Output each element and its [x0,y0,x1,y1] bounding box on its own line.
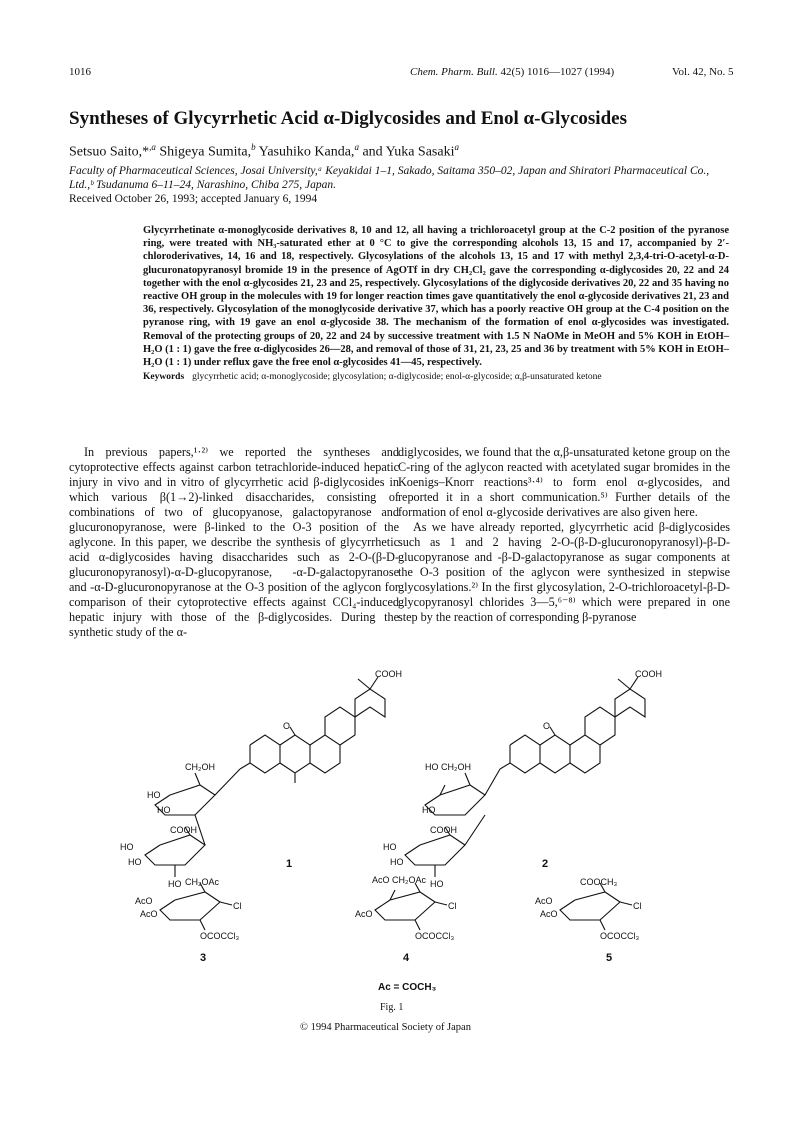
label-ococcl3: OCOCCl₃ [415,931,455,941]
label-ho: HO [120,842,134,852]
glycosyl-chloride-4 [375,883,447,930]
author-list [69,142,459,161]
galactose-ring-2 [425,769,500,815]
label-aco: AcO [355,909,373,919]
label-ho: HO [128,857,142,867]
label-cl: Cl [633,901,642,911]
author-2-affil: b [251,142,256,152]
compound-number: 1 [286,858,293,870]
body-paragraph: diglycosides, we found that the α,β-unsaturated ketone group on the C-ring of the aglycon reacted with acetylated sugar bromides in the Koenigs–Knorr reactions³·⁴⁾ to form enol α-glycosides, and reported it in a short communication.⁵⁾ Further details of the formation of enol α-glycoside derivatives are also given here. [398,445,730,519]
body-paragraph: As we have already reported, glycyrrhetic acid β-diglycosides such as 1 and 2 having 2-O-(β-D-glucuronopyranosyl)-β-D-glucopyranose and -β-D-galactopyranose as sugar components at the O-3 position of the aglycon were synthesized in stepwise glycosylations.²⁾ In the first glycosylation, 2-O-trichloroacetyl-β-D-glycopyranosyl chlorides 3—5,⁶⁻⁸⁾ which were prepared in one step by the reaction of corresponding β-pyranose [398,520,730,624]
label-ho: HO [430,879,444,889]
compound-number: 2 [542,858,549,870]
label-cl: Cl [448,901,457,911]
label-cooh: COOH [430,825,457,835]
aglycone-2 [500,677,645,773]
label-ho: HO [383,842,397,852]
author-4-affil: a [454,142,459,152]
volume-info: Vol. 42, No. 5 [672,66,734,78]
keywords-label: Keywords [143,372,185,382]
label-aco: AcO [540,909,558,919]
glycosyl-chloride-5 [560,883,632,930]
journal-name: Chem. Pharm. Bull. [410,66,498,78]
label-ococcl3: OCOCCl₃ [600,931,640,941]
journal-issue: 42(5) 1016—1027 (1994) [497,66,615,78]
label-cl: Cl [233,901,242,911]
author-1: Setsuo Saito,* [69,144,150,160]
label-cooh: COOH [375,669,402,679]
affiliations: Faculty of Pharmaceutical Sciences, Josai University,ᵃ Keyakidai 1–1, Sakado, Saitama 350–02, Japan and Shiratori Pharmaceutical Co., Ltd.,ᵇ Tsudanuma 6–11–24, Narashino, Chiba 275, Japan. [69,165,710,191]
label-aco-ch2oac: AcO CH₂OAc [372,875,426,885]
glycosyl-chloride-3 [160,883,232,930]
label-o: O [283,721,291,731]
page-number: 1016 [69,66,91,78]
compound-number: 5 [606,952,613,964]
label-ch2oh: CH₂OH [185,762,215,772]
label-cooh: COOH [170,825,197,835]
label-cooch3: COOCH₃ [580,877,618,887]
label-ho: HO [422,805,436,815]
body-paragraph: In previous papers,¹·²⁾ we reported the syntheses and cytoprotective effects against carbon tetrachloride-induced hepatic injury in vivo and in vitro of glycyrrhetic acid β-diglycosides in which various β(1→2)-linked disaccharides, consisting of combinations of two of glucopyanose, galactopyranose and glucuronopyranose, were β-linked to the O-3 position of the aglycone. In this paper, we describe the synthesis of glycyrrhetic acid α-diglycosides having disaccharides such as 2-O-(β-D-glucuronopyranosyl)-α-D-glucopyranose, -α-D-galactopyranose and -α-D-glucuronopyranose at the O-3 position of the aglycon for comparison of their cytoprotective effects against CCl₄-induced hepatic injury with those of the β-diglycosides. During the synthetic study of the α- [69,445,399,639]
author-1-affil: ,a [149,142,156,152]
label-aco: AcO [535,896,553,906]
label-ho: HO [157,805,171,815]
body-column-right [398,445,730,625]
paper-title: Syntheses of Glycyrrhetic Acid α-Diglycosides and Enol α-Glycosides [69,108,627,129]
copyright-notice: © 1994 Pharmaceutical Society of Japan [300,1022,471,1033]
author-2: Shigeya Sumita, [155,144,252,160]
figure-caption: Fig. 1 [380,1002,404,1013]
label-ho-ch2oh: HO CH₂OH [425,762,471,772]
journal-citation [410,66,614,78]
received-dates: Received October 26, 1993; accepted January 6, 1994 [69,193,318,205]
acetyl-legend: Ac = COCH₃ [378,982,437,993]
compound-number: 4 [403,952,410,964]
label-aco: AcO [140,909,158,919]
author-3: Yasuhiko Kanda, [255,144,355,160]
abstract: Glycyrrhetinate α-monoglycoside derivatives 8, 10 and 12, all having a trichloroacetyl group at the C-2 position of the pyranose ring, were treated with NH₃-saturated ether at 0 °C to give the corresponding alcohols 13, 15 and 17, accompanied by 2′-chloroderivatives, 14, 16 and 18, respectively. Glycosylations of the alcohols 13, 15 and 17 with methyl 2,3,4-tri-O-acetyl-α-D-glucuronatopyranosyl bromide 19 in the presence of AgOTf in dry CH₂Cl₂ gave the corresponding α-diglycosides 20, 22 and 24 together with the enol α-glycosides 21, 23 and 25, respectively. Glycosylations of the diglycoside derivatives 20, 22 and 35 having no reactive OH group in the molecules with 19 for longer reaction times gave quantitatively the enol α-glycoside derivatives 21, 23 and 36, respectively. Glycosylation of the monoglycoside derivative 37, which has a poorly reactive OH group at the C-4 position on the pyranose ring, with 19 gave an enol α-glycoside 38. The mechanism of the formation of enol α-glycosides was investigated. Removal of the protecting groups of 20, 22 and 24 by successive treatment with 1.5 N NaOMe in MeOH and 5% KOH in EtOH–H₂O (1 : 1) gave the free α-diglycosides 26—28, and removal of those of 31, 21, 23, 25 and 36 by treatment with 5% KOH in EtOH–H₂O (1 : 1) under reflux gave the free enol α-glycosides 41—45, respectively. [143,225,729,369]
keywords-line [143,372,743,382]
body-column-left [69,445,399,640]
label-o: O [543,721,551,731]
compound-number: 3 [200,952,207,964]
aglycone-1 [240,677,385,783]
author-3-affil: a [354,142,359,152]
label-cooh: COOH [635,669,662,679]
label-ococcl3: OCOCCl₃ [200,931,240,941]
label-ho: HO [168,879,182,889]
label-ho: HO [147,790,161,800]
label-ch2oac: CH₂OAc [185,877,219,887]
label-ho: HO [390,857,404,867]
author-4: and Yuka Sasaki [358,144,455,160]
label-aco: AcO [135,896,153,906]
keywords-text: glycyrrhetic acid; α-monoglycoside; glycosylation; α-diglycoside; enol-α-glycoside; α,β-unsaturated ketone [192,372,602,382]
figure-1-structures [100,655,720,1005]
